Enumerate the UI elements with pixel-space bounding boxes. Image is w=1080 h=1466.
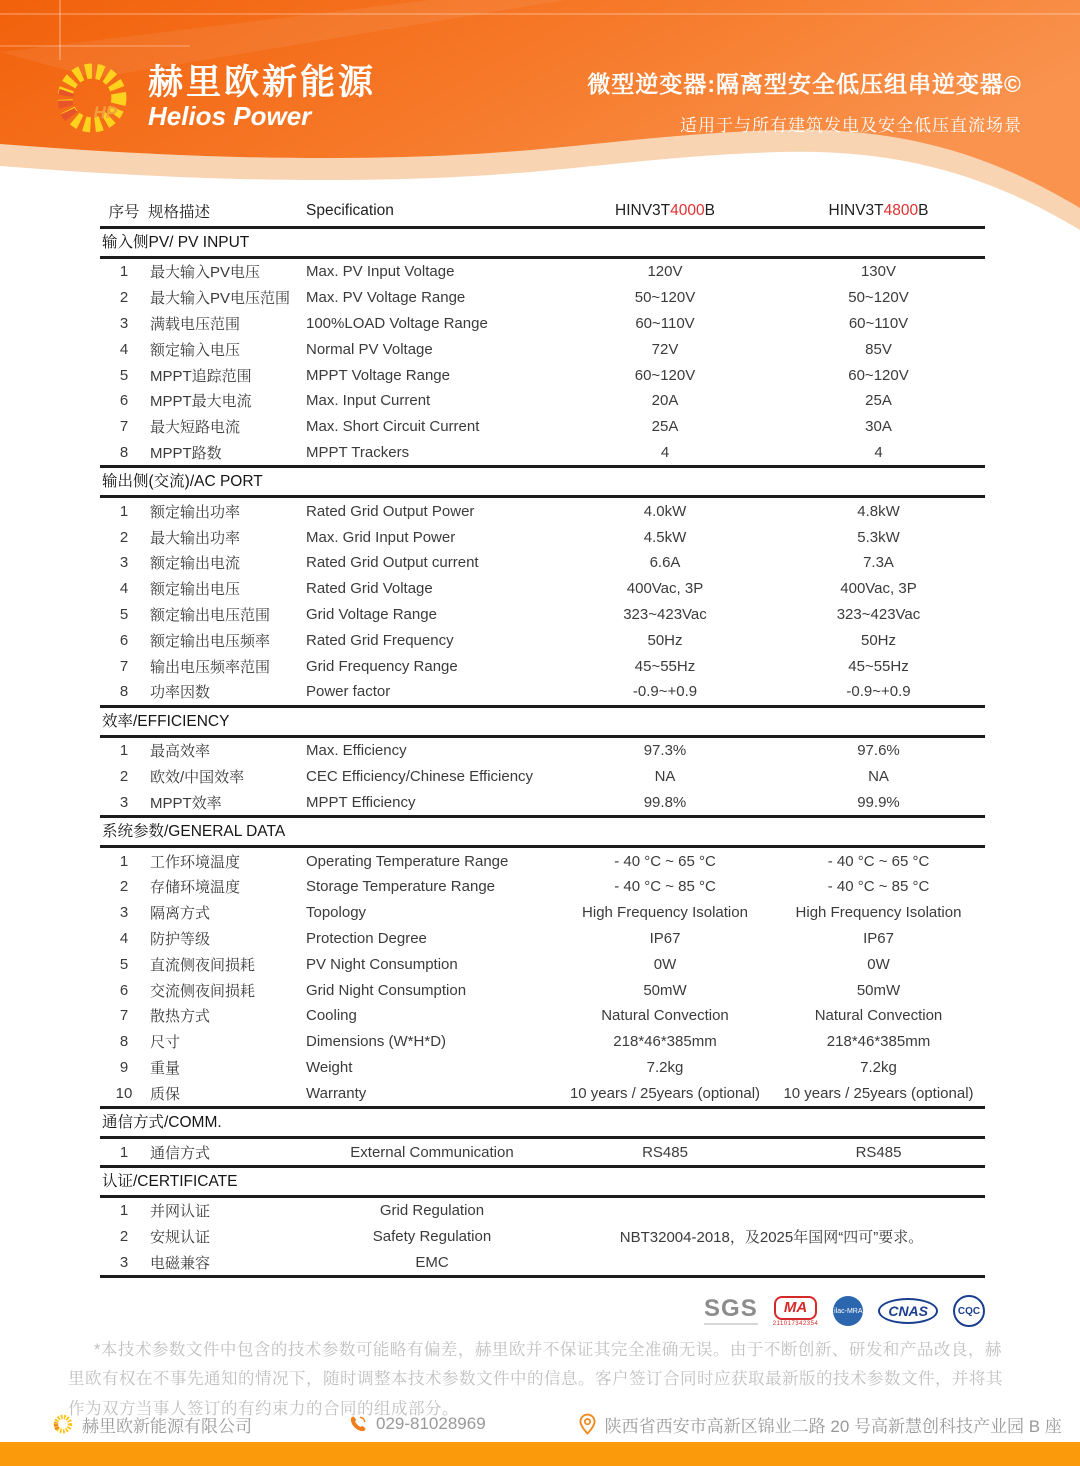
row-6-3-value-model2 xyxy=(772,1250,985,1276)
page-footer xyxy=(0,1406,1080,1442)
row-5-1-label-cn: 通信方式 xyxy=(150,1144,211,1162)
brand-block xyxy=(50,56,376,140)
row-4-1-value-model1: - 40 °C ~ 65 °C xyxy=(614,852,716,870)
row-3-2-value-model2: NA xyxy=(868,767,889,785)
row-6-3-label-cn: 电磁兼容 xyxy=(150,1254,211,1272)
row-1-8-label-en: MPPT Trackers xyxy=(306,443,410,461)
phone-icon xyxy=(348,1414,368,1434)
row-1-6-value-model2: 25A xyxy=(865,392,892,410)
product-title: 微型逆变器:隔离型安全低压组串逆变器© xyxy=(587,71,1022,97)
row-4-10-label-en: Warranty xyxy=(306,1084,367,1102)
row-4-9-label-en: Weight xyxy=(306,1058,353,1076)
row-1-2-label-en: Max. PV Voltage Range xyxy=(306,289,466,307)
row-2-3-label-cn: 额定输出电流 xyxy=(150,555,241,573)
row-1-7-label-cn: 最大短路电流 xyxy=(150,419,241,437)
row-2-8-label-cn: 功率因数 xyxy=(150,684,211,702)
row-2-6-value-model2: 50Hz xyxy=(860,631,897,649)
row-2-1-value-model1: 4.0kW xyxy=(643,502,687,520)
row-4-6-no: 6 xyxy=(119,981,129,999)
row-2-3-value-model1: 6.6A xyxy=(649,554,681,572)
row-2-2-label-en: Max. Grid Input Power xyxy=(306,528,456,546)
row-4-8-label-en: Dimensions (W*H*D) xyxy=(306,1033,447,1051)
row-4-7-label-en: Cooling xyxy=(306,1007,357,1025)
row-2-5-label-en: Grid Voltage Range xyxy=(306,605,437,623)
row-1-8-value-model1: 4 xyxy=(660,443,670,461)
cma-badge-number: 211017342354 xyxy=(772,1320,819,1327)
row-4-3-label-en: Topology xyxy=(306,904,367,922)
row-4-6-label-cn: 交流侧夜间损耗 xyxy=(150,982,256,1000)
row-2-8-no: 8 xyxy=(119,683,129,701)
row-3-3-value-model2: 99.9% xyxy=(857,793,900,811)
row-2-5-value-model1: 323~423Vac xyxy=(623,605,707,623)
row-4-10-value-model2: 10 years / 25years (optional) xyxy=(783,1084,974,1102)
row-4-3-no: 3 xyxy=(119,904,129,922)
row-2-2-value-model2: 5.3kW xyxy=(857,528,900,546)
brand-name-en: Helios Power xyxy=(148,101,312,132)
row-3-1-label-en: Max. Efficiency xyxy=(306,742,407,760)
row-1-5-value-model2: 60~120V xyxy=(848,366,909,384)
row-1-8-no: 8 xyxy=(119,443,129,461)
row-6-1-value-model2 xyxy=(772,1198,985,1224)
row-3-2-value-model1: NA xyxy=(654,767,676,785)
row-2-4-label-en: Rated Grid Voltage xyxy=(306,580,433,598)
row-1-8-label-cn: MPPT路数 xyxy=(150,444,222,462)
col-header-spec: Specification xyxy=(306,202,394,219)
row-4-5-no: 5 xyxy=(119,955,129,973)
row-3-3-value-model1: 99.8% xyxy=(643,793,687,811)
col-header-model-2: HINV3T 4800 B xyxy=(828,202,929,219)
row-4-5-label-cn: 直流侧夜间损耗 xyxy=(150,956,256,974)
row-1-8-value-model2: 4 xyxy=(874,443,883,461)
row-6-1-value-model1 xyxy=(558,1198,772,1224)
row-1-3-value-model2: 60~110V xyxy=(848,314,909,332)
row-4-3-value-model2: High Frequency Isolation xyxy=(795,904,962,922)
row-4-4-label-en: Protection Degree xyxy=(306,929,427,947)
row-3-1-value-model2: 97.6% xyxy=(857,742,900,760)
row-2-7-label-en: Grid Frequency Range xyxy=(306,657,458,675)
cma-badge-label: MA xyxy=(774,1296,817,1320)
row-4-6-value-model2: 50mW xyxy=(856,981,901,999)
row-1-4-value-model1: 72V xyxy=(651,340,679,358)
section-title-6: 认证/CERTIFICATE xyxy=(100,1165,985,1198)
row-4-4-label-cn: 防护等级 xyxy=(150,930,211,948)
row-1-1-label-cn: 最大输入PV电压 xyxy=(150,264,261,282)
row-4-1-value-model2: - 40 °C ~ 65 °C xyxy=(827,852,930,870)
row-1-4-label-en: Normal PV Voltage xyxy=(306,340,433,358)
row-2-7-value-model2: 45~55Hz xyxy=(848,657,909,675)
row-4-10-value-model1: 10 years / 25years (optional) xyxy=(569,1084,761,1102)
row-1-1-label-en: Max. PV Input Voltage xyxy=(306,263,455,281)
row-1-4-label-cn: 额定输入电压 xyxy=(150,341,241,359)
row-4-1-no: 1 xyxy=(119,852,129,870)
row-4-7-no: 7 xyxy=(119,1007,129,1025)
row-1-3-label-en: 100%LOAD Voltage Range xyxy=(306,314,488,332)
row-1-4-value-model2: 85V xyxy=(865,340,892,358)
row-2-6-label-cn: 额定输出电压频率 xyxy=(150,632,271,650)
row-6-1-no: 1 xyxy=(119,1202,129,1220)
product-subtitle: 适用于与所有建筑发电及安全低压直流场景 xyxy=(680,116,1022,135)
row-2-2-no: 2 xyxy=(119,528,129,546)
row-2-7-label-cn: 输出电压频率范围 xyxy=(150,658,271,676)
table-closing-line xyxy=(100,1275,985,1278)
row-3-2-no: 2 xyxy=(119,767,129,785)
row-6-3-value-model1 xyxy=(558,1250,772,1276)
row-4-4-no: 4 xyxy=(119,929,129,947)
row-4-2-label-en: Storage Temperature Range xyxy=(306,878,496,896)
row-4-6-label-en: Grid Night Consumption xyxy=(306,981,467,999)
brand-name-cn: 赫里欧新能源 xyxy=(148,62,377,102)
section-title-2: 输出侧(交流)/AC PORT xyxy=(100,465,985,498)
cnas-badge-icon: CNAS xyxy=(878,1298,938,1324)
row-3-1-no: 1 xyxy=(119,742,129,760)
row-3-1-value-model1: 97.3% xyxy=(643,742,687,760)
row-2-1-label-cn: 额定输出功率 xyxy=(150,503,241,521)
row-1-3-label-cn: 满载电压范围 xyxy=(150,315,241,333)
sgs-badge-icon: SGS xyxy=(704,1297,758,1325)
row-2-5-label-cn: 额定输出电压范围 xyxy=(150,606,271,624)
row-2-4-value-model2: 400Vac, 3P xyxy=(840,580,917,598)
row-5-1-label-en: External Communication xyxy=(350,1143,514,1161)
row-4-2-label-cn: 存储环境温度 xyxy=(150,879,241,897)
svg-text:HP: HP xyxy=(93,103,117,123)
row-4-2-no: 2 xyxy=(119,878,129,896)
row-4-1-label-en: Operating Temperature Range xyxy=(306,852,509,870)
row-1-6-no: 6 xyxy=(119,392,129,410)
row-5-1-no: 1 xyxy=(119,1143,129,1161)
row-1-4-no: 4 xyxy=(119,340,129,358)
row-1-7-value-model2: 30A xyxy=(865,418,892,436)
row-2-4-no: 4 xyxy=(119,580,129,598)
row-4-5-value-model2: 0W xyxy=(867,955,890,973)
row-1-5-no: 5 xyxy=(119,366,129,384)
row-4-3-label-cn: 隔离方式 xyxy=(150,905,211,923)
row-2-4-value-model1: 400Vac, 3P xyxy=(626,580,704,598)
disclaimer-text: *本技术参数文件中包含的技术参数可能略有偏差，赫里欧并不保证其完全准确无误。由于不断创新、研发和产品改良，赫里欧有权在不事先通知的情况下，随时调整本技术参数文件中的信息。客户签订合同时应获取最新版的技术参数文件，并将其作为双方当事人签订的有约束力的合同的组成部分。 xyxy=(68,1341,1003,1418)
col-header-no: 序号 xyxy=(108,204,140,221)
row-2-6-value-model1: 50Hz xyxy=(647,631,683,649)
row-6-3-label-en: EMC xyxy=(415,1253,449,1271)
certification-badges xyxy=(100,1290,985,1332)
row-1-5-label-cn: MPPT追踪范围 xyxy=(150,367,252,385)
row-1-3-no: 3 xyxy=(119,314,129,332)
row-1-2-label-cn: 最大输入PV电压范围 xyxy=(150,290,291,308)
row-4-8-value-model1: 218*46*385mm xyxy=(613,1033,717,1051)
row-2-2-value-model1: 4.5kW xyxy=(643,528,687,546)
row-4-3-value-model1: High Frequency Isolation xyxy=(582,904,748,922)
row-1-7-label-en: Max. Short Circuit Current xyxy=(306,418,480,436)
footer-address-text: 陕西省西安市高新区锦业二路 20 号高新慧创科技产业园 B 座 xyxy=(604,1416,1062,1436)
row-1-2-value-model2: 50~120V xyxy=(848,289,909,307)
row-2-3-label-en: Rated Grid Output current xyxy=(306,554,479,572)
row-3-3-label-en: MPPT Efficiency xyxy=(306,793,416,811)
row-4-10-label-cn: 质保 xyxy=(150,1085,181,1103)
row-3-3-label-cn: MPPT效率 xyxy=(150,794,222,812)
row-5-1-value-model1: RS485 xyxy=(642,1143,688,1161)
row-1-7-no: 7 xyxy=(119,418,129,436)
row-3-2-label-en: CEC Efficiency/Chinese Efficiency xyxy=(306,767,534,785)
section-title-3: 效率/EFFICIENCY xyxy=(100,705,985,738)
row-2-1-no: 1 xyxy=(119,502,129,520)
row-2-8-value-model1: -0.9~+0.9 xyxy=(632,683,698,701)
row-4-8-no: 8 xyxy=(119,1033,129,1051)
row-1-6-label-cn: MPPT最大电流 xyxy=(150,393,252,411)
row-4-8-label-cn: 尺寸 xyxy=(150,1034,181,1052)
row-3-1-label-cn: 最高效率 xyxy=(150,743,211,761)
row-4-8-value-model2: 218*46*385mm xyxy=(826,1033,931,1051)
row-1-5-label-en: MPPT Voltage Range xyxy=(306,366,450,384)
row-6-2-label-cn: 安规认证 xyxy=(150,1229,211,1247)
row-4-2-value-model2: - 40 °C ~ 85 °C xyxy=(827,878,930,896)
row-4-1-label-cn: 工作环境温度 xyxy=(150,853,241,871)
cqc-badge-icon: CQC xyxy=(953,1295,985,1327)
row-2-7-no: 7 xyxy=(119,657,129,675)
section-title-5: 通信方式/COMM. xyxy=(100,1106,985,1139)
row-2-8-label-en: Power factor xyxy=(306,683,391,701)
sun-logo-icon xyxy=(50,56,134,140)
row-2-5-value-model2: 323~423Vac xyxy=(836,605,921,623)
row-4-5-value-model1: 0W xyxy=(653,955,677,973)
row-2-2-label-cn: 最大输出功率 xyxy=(150,529,241,547)
row-2-7-value-model1: 45~55Hz xyxy=(634,657,696,675)
row-4-4-value-model2: IP67 xyxy=(863,929,894,947)
row-1-2-no: 2 xyxy=(119,289,129,307)
row-4-6-value-model1: 50mW xyxy=(643,981,687,999)
col-header-model-1: HINV3T 4000 B xyxy=(615,202,715,219)
row-4-10-no: 10 xyxy=(115,1084,133,1102)
row-6-3-no: 3 xyxy=(119,1253,129,1271)
row-4-9-label-cn: 重量 xyxy=(150,1059,181,1077)
footer-phone-number: 029-81028969 xyxy=(376,1414,486,1433)
row-2-8-value-model2: -0.9~+0.9 xyxy=(846,683,911,701)
row-5-1-value-model2: RS485 xyxy=(855,1143,902,1161)
row-4-2-value-model1: - 40 °C ~ 85 °C xyxy=(614,878,716,896)
row-6-1-label-en: Grid Regulation xyxy=(379,1202,485,1220)
row-6-2-label-en: Safety Regulation xyxy=(372,1228,492,1246)
row-6-1-label-cn: 并网认证 xyxy=(150,1203,211,1221)
row-2-3-value-model2: 7.3A xyxy=(863,554,894,572)
row-1-7-value-model1: 25A xyxy=(651,418,679,436)
row-1-1-no: 1 xyxy=(119,263,129,281)
footer-company-name: 赫里欧新能源有限公司 xyxy=(82,1416,252,1436)
row-1-3-value-model1: 60~110V xyxy=(635,314,695,332)
row-4-9-value-model2: 7.2kg xyxy=(860,1058,897,1076)
row-2-5-no: 5 xyxy=(119,605,129,623)
header-product-block xyxy=(587,66,1022,136)
row-1-5-value-model1: 60~120V xyxy=(634,366,696,384)
row-2-6-label-en: Rated Grid Frequency xyxy=(306,631,454,649)
row-2-1-label-en: Rated Grid Output Power xyxy=(306,502,475,520)
row-4-9-value-model1: 7.2kg xyxy=(646,1058,684,1076)
cma-badge-icon xyxy=(773,1296,819,1327)
row-4-7-value-model1: Natural Convection xyxy=(601,1007,729,1025)
row-2-6-no: 6 xyxy=(119,631,129,649)
sun-logo-small-icon xyxy=(52,1413,74,1435)
col-header-desc: 规格描述 xyxy=(148,204,211,221)
bottom-orange-bar xyxy=(0,1442,1080,1466)
section-title-4: 系统参数/GENERAL DATA xyxy=(100,815,985,848)
row-4-9-no: 9 xyxy=(119,1058,129,1076)
row-3-3-no: 3 xyxy=(119,793,129,811)
ilac-mra-badge-icon: ilac-MRA xyxy=(833,1296,863,1326)
row-2-1-value-model2: 4.8kW xyxy=(857,502,900,520)
location-pin-icon xyxy=(578,1413,597,1435)
row-4-7-value-model2: Natural Convection xyxy=(814,1007,943,1025)
row-1-6-value-model1: 20A xyxy=(651,392,679,410)
row-6-2-no: 2 xyxy=(119,1228,129,1246)
footer-phone xyxy=(348,1414,486,1434)
row-6-2-merged-value: NBT32004-2018，及2025年国网“四可”要求。 xyxy=(619,1229,924,1247)
row-4-4-value-model1: IP67 xyxy=(649,929,681,947)
footer-address xyxy=(578,1412,1062,1437)
spec-table xyxy=(100,196,985,1278)
footer-company xyxy=(52,1412,252,1437)
row-1-2-value-model1: 50~120V xyxy=(634,289,696,307)
row-2-3-no: 3 xyxy=(119,554,129,572)
row-4-5-label-en: PV Night Consumption xyxy=(306,955,458,973)
row-1-1-value-model1: 120V xyxy=(647,263,683,281)
section-title-1: 输入侧PV/ PV INPUT xyxy=(100,226,985,259)
row-4-7-label-cn: 散热方式 xyxy=(150,1008,211,1026)
row-1-1-value-model2: 130V xyxy=(860,263,897,281)
row-3-2-label-cn: 欧效/中国效率 xyxy=(150,768,245,786)
row-1-6-label-en: Max. Input Current xyxy=(306,392,431,410)
row-2-4-label-cn: 额定输出电压 xyxy=(150,581,241,599)
